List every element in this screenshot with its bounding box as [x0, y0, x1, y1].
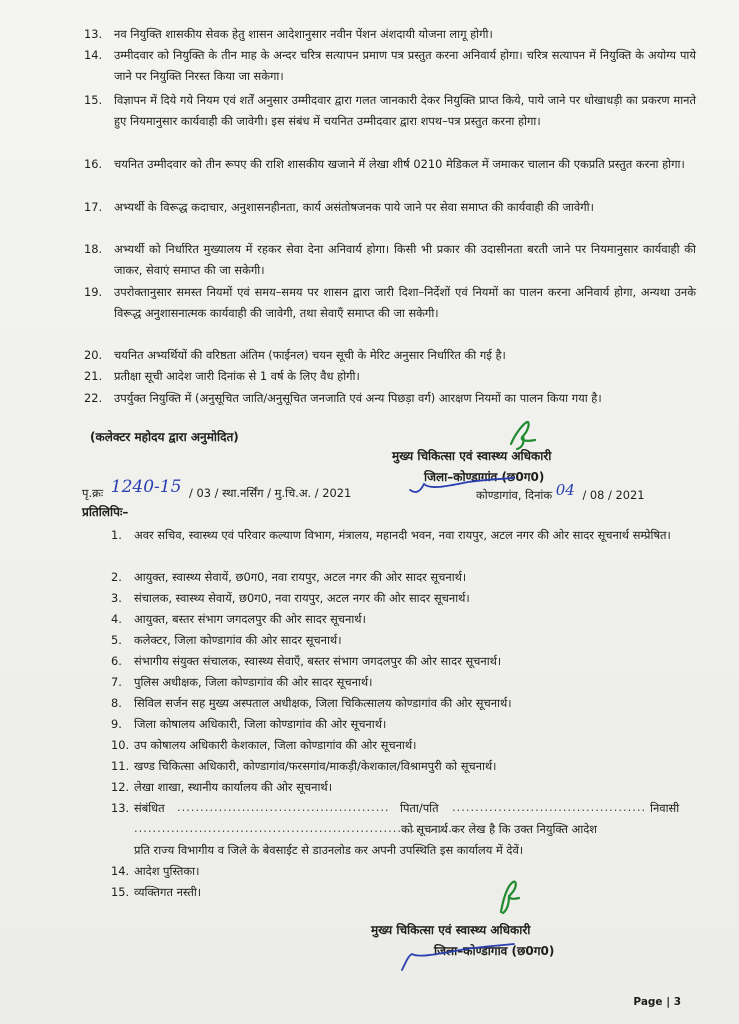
- cc-number: 4.: [111, 612, 122, 626]
- cc-text: सिविल सर्जन सह मुख्य अस्पताल अधीक्षक, जिला चिकित्सालय कोण्डागांव की ओर सूचनार्थ।: [134, 696, 512, 710]
- cc-item-13-label: संबंधित: [134, 801, 165, 815]
- cc-text: संभागीय संयुक्त संचालक, स्वास्थ्य सेवाएँ, बस्तर संभाग जगदलपुर की ओर सादर सूचनार्थ।: [134, 654, 502, 668]
- cc-text: आयुक्त, बस्तर संभाग जगदलपुर की ओर सादर सूचनार्थ।: [134, 612, 366, 626]
- cc-number: 11.: [111, 759, 130, 773]
- cc-number: 15.: [111, 885, 130, 899]
- signature1-title: मुख्य चिकित्सा एवं स्वास्थ्य अधिकारी: [392, 449, 552, 463]
- reference-number-line: [82, 477, 352, 503]
- clause-13: [84, 24, 696, 45]
- cc-number: 2.: [111, 570, 122, 584]
- cc-item-6: [111, 651, 691, 672]
- clause-22: [84, 388, 696, 409]
- clause-text: विज्ञापन में दिये गये नियम एवं शर्तें अनुसार उम्मीदवार द्वारा गलत जानकारी देकर नियुक्ति प्राप्त किये, पाये जाने पर धोखाधड़ी का प्रकरण मानते हुए नियमानुसार कार्यवाही की जावेगी। इस संबंध में चयनित उम्मीदवार द्वारा शपथ–पत्र प्रस्तुत करना होगा।: [114, 93, 696, 128]
- clause-21: [84, 366, 696, 387]
- clause-number: 19.: [84, 285, 103, 299]
- clause-20: [84, 345, 696, 366]
- blank-name-line: ..............................................: [177, 800, 390, 814]
- signature1-district: जिला–कोण्डागांव (छ0ग0): [424, 470, 545, 484]
- handwritten-dispatch-number: 1240-15: [110, 477, 182, 497]
- cc-number: 12.: [111, 780, 130, 794]
- clause-number: 15.: [84, 93, 103, 107]
- clause-number: 22.: [84, 391, 103, 405]
- cc-number: 3.: [111, 591, 122, 605]
- blank-address-line: ......................................................................: [134, 821, 458, 835]
- clause-number: 21.: [84, 369, 103, 383]
- clause-number: 17.: [84, 200, 103, 214]
- cc-number: 6.: [111, 654, 122, 668]
- cc-item-2: [111, 567, 691, 588]
- cc-item-4: [111, 609, 691, 630]
- cc-number: 9.: [111, 717, 122, 731]
- cc-text: खण्ड चिकित्सा अधिकारी, कोण्डागांव/फरसगांव/माकड़ी/केशकाल/विश्रामपुरी को सूचनार्थ।: [134, 759, 497, 773]
- cc-text: संचालक, स्वास्थ्य सेवायें, छ0ग0, नवा रायपुर, अटल नगर की ओर सादर सूचनार्थ।: [134, 591, 470, 605]
- blank-father-line: ..........................................: [452, 800, 647, 814]
- clause-number: 13.: [84, 27, 103, 41]
- clause-number: 14.: [84, 48, 103, 62]
- cc-number: 14.: [111, 864, 130, 878]
- cc-number: 10.: [111, 738, 130, 752]
- clause-text: नव नियुक्ति शासकीय सेवक हेतु शासन आदेशानुसार नवीन पेंशन अंशदायी योजना लागू होगी।: [114, 27, 493, 41]
- cc-text: उप कोषालय अधिकारी केशकाल, जिला कोण्डागांव की ओर सूचनार्थ।: [134, 738, 417, 752]
- cc-text: पुलिस अधीक्षक, जिला कोण्डागांव की ओर सादर सूचनार्थ।: [134, 675, 373, 689]
- cc-item-11: [111, 756, 691, 777]
- cc-item-14: [111, 861, 691, 882]
- approval-note: (कलेक्टर महोदय द्वारा अनुमोदित): [90, 430, 239, 444]
- pen-underline-mark-2: [398, 940, 518, 974]
- clause-number: 16.: [84, 157, 103, 171]
- date-rest: / 08 / 2021: [582, 488, 645, 502]
- copy-to-heading: प्रतिलिपिः–: [82, 505, 129, 519]
- signature2-title: मुख्य चिकित्सा एवं स्वास्थ्य अधिकारी: [371, 923, 531, 937]
- cc-text: लेखा शाखा, स्थानीय कार्यालय की ओर सूचनार्थ।: [134, 780, 333, 794]
- clause-number: 18.: [84, 242, 103, 256]
- signature2-district: जिला–कोण्डागांव (छ0ग0): [434, 944, 555, 958]
- cc-item-13-line2: को सूचनार्थ कर लेख है कि उक्त नियुक्ति आदेश: [401, 822, 598, 836]
- clause-14: [84, 45, 696, 87]
- cc-item-15: [111, 882, 691, 903]
- cc-item-12: [111, 777, 691, 798]
- clause-18: [84, 239, 696, 281]
- clause-text: चयनित उम्मीदवार को तीन रूपए की राशि शासकीय खजाने में लेखा शीर्ष 0210 मेडिकल में जमाकर चालान की एकप्रति प्रस्तुत करना होगा।: [114, 157, 685, 171]
- cc-item-9: [111, 714, 691, 735]
- cc-item-7: [111, 672, 691, 693]
- cc-number: 5.: [111, 633, 122, 647]
- clause-17: [84, 197, 696, 218]
- cc-item-13-line3: प्रति राज्य विभागीय व जिले के बेवसाईट से डाउनलोड कर अपनी उपस्थिति इस कार्यालय में देवें।: [134, 843, 524, 857]
- reference-rest: / 03 / स्था.नर्सिंग / मु.चि.अ. / 2021: [189, 486, 352, 500]
- clause-text: उपरोक्तानुसार समस्त नियमों एवं समय–समय पर शासन द्वारा जारी दिशा–निर्देशों एवं नियमों का पालन करना अनिवार्य होगा, अन्यथा उनके विरूद्ध अनुशासनात्मक कार्यवाही की जावेगी, तथा सेवाएँ समाप्त की जा सकेगी।: [114, 285, 696, 320]
- clause-text: चयनित अभ्यर्थियों की वरिष्ठता अंतिम (फाईनल) चयन सूची के मेरिट अनुसार निर्धारित की गई है।: [114, 348, 506, 362]
- clause-text: प्रतीक्षा सूची आदेश जारी दिनांक से 1 वर्ष के लिए वैध होगी।: [114, 369, 360, 383]
- place-date-line: [476, 481, 645, 505]
- clause-text: अभ्यर्थी को निर्धारित मुख्यालय में रहकर सेवा देना अनिवार्य होगा। किसी भी प्रकार की उदासीनता बरती जाने पर नियमानुसार कार्यवाही की जाकर, सेवाएं समाप्त की जा सकेगी।: [114, 242, 696, 277]
- cc-number: 8.: [111, 696, 122, 710]
- clause-text: उम्मीदवार को नियुक्ति के तीन माह के अन्दर चरित्र सत्यापन प्रमाण पत्र प्रस्तुत करना अनिवार्य होगा। चरित्र सत्यापन में नियुक्ति के अयोग्य पाये जाने पर नियुक्ति निरस्त किया जा सकेगा।: [114, 48, 696, 83]
- cc-item-8: [111, 693, 691, 714]
- handwritten-day: 04: [555, 481, 575, 499]
- cc-text: आयुक्त, स्वास्थ्य सेवायें, छ0ग0, नवा रायपुर, अटल नगर की ओर सादर सूचनार्थ।: [134, 570, 467, 584]
- cc-text: जिला कोषालय अधिकारी, जिला कोण्डागांव की ओर सूचनार्थ।: [134, 717, 387, 731]
- cc-item-5: [111, 630, 691, 651]
- clause-text: अभ्यर्थी के विरूद्ध कदाचार, अनुशासनहीनता, कार्य असंतोषजनक पाये जाने पर सेवा समाप्त की कार्यवाही की जावेगी।: [114, 200, 594, 214]
- clause-15: [84, 90, 696, 132]
- cc-text: व्यक्तिगत नस्ती।: [134, 885, 202, 899]
- clause-text: उपर्युक्त नियुक्ति में (अनुसूचित जाति/अनुसूचित जनजाति एवं अन्य पिछड़ा वर्ग) आरक्षण नियमों का पालन किया गया है।: [114, 391, 602, 405]
- cc-text: कलेक्टर, जिला कोण्डागांव की ओर सादर सूचनार्थ।: [134, 633, 342, 647]
- father-husband-label: पिता/पति: [400, 801, 439, 815]
- reference-prefix: पृ.क्रः: [82, 486, 104, 500]
- cc-number: 1.: [111, 528, 122, 542]
- cc-item-10: [111, 735, 691, 756]
- resident-label: निवासी: [650, 801, 680, 815]
- cc-text: आदेश पुस्तिका।: [134, 864, 200, 878]
- cc-item-1: [111, 525, 691, 546]
- place-date-prefix: कोण्डागांव, दिनांक: [476, 488, 553, 502]
- page-number: Page | 3: [633, 996, 681, 1008]
- cc-item-13-number: 13.: [111, 801, 130, 815]
- clause-19: [84, 282, 696, 324]
- cc-item-3: [111, 588, 691, 609]
- signature-mark-2: [493, 878, 527, 916]
- cc-text: अवर सचिव, स्वास्थ्य एवं परिवार कल्याण विभाग, मंत्रालय, महानदी भवन, नवा रायपुर, अटल नगर की ओर सादर सूचनार्थ सम्प्रेषित।: [134, 528, 671, 542]
- clause-16: [84, 154, 696, 175]
- cc-number: 7.: [111, 675, 122, 689]
- clause-number: 20.: [84, 348, 103, 362]
